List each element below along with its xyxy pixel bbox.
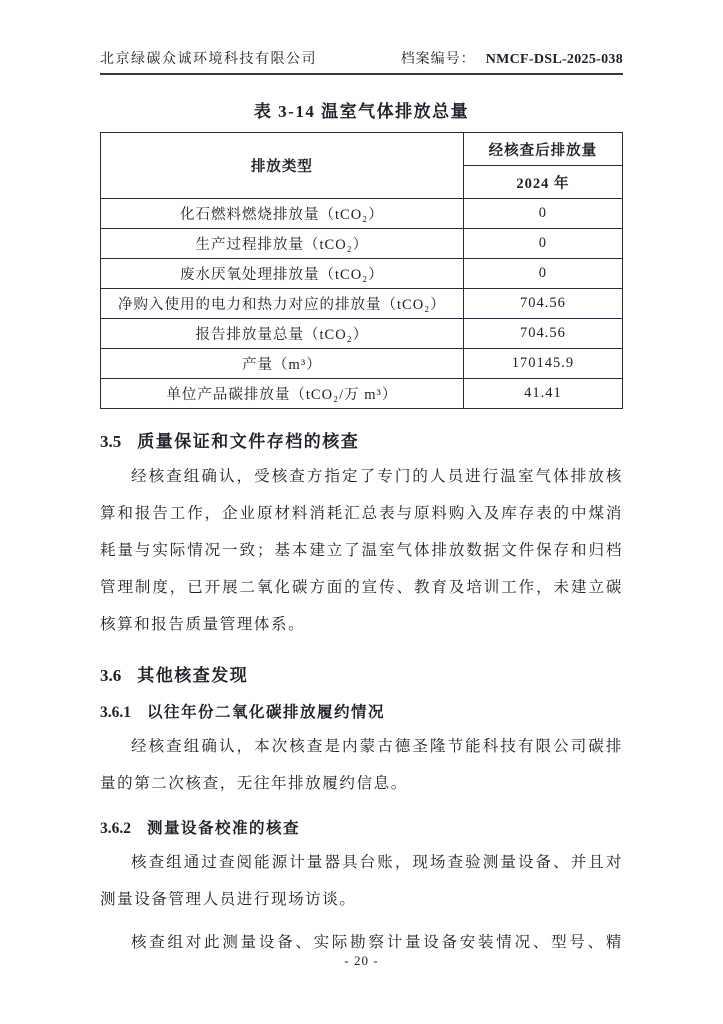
section-number: 3.5 [100, 432, 122, 451]
section-heading-3-6 [100, 661, 623, 686]
emission-type-cell: 报告排放量总量（tCO₂） [101, 319, 464, 349]
emission-type-cell: 单位产品碳排放量（tCO₂/万 m³） [101, 379, 464, 409]
company-name: 北京绿碳众诚环境科技有限公司 [100, 52, 317, 67]
emission-value-cell: 0 [463, 199, 622, 229]
emission-type-cell: 废水厌氧处理排放量（tCO₂） [101, 259, 464, 289]
document-header [100, 0, 623, 75]
emission-value-cell: 704.56 [463, 289, 622, 319]
table-title: 表 3-14 温室气体排放总量 [253, 102, 470, 121]
file-number-value: NMCF-DSL-2025-038 [485, 52, 623, 67]
emission-value-cell: 0 [463, 229, 622, 259]
table-row [101, 349, 623, 379]
section-title: 质量保证和文件存档的核查 [137, 432, 360, 451]
table-row [101, 289, 623, 319]
table-header-row [101, 133, 623, 166]
section-number: 3.6.1 [100, 704, 131, 721]
section-3-6-2-paragraph-1: 核查组通过查阅能源计量器具台账，现场查验测量设备、并且对测量设备管理人员进行现场访谈。 [100, 854, 623, 908]
column-header-type: 排放类型 [101, 133, 464, 199]
column-header-verified-emissions: 经核查后排放量 [463, 133, 622, 166]
emission-type-cell: 净购入使用的电力和热力对应的排放量（tCO₂） [101, 289, 464, 319]
emission-value-cell: 41.41 [463, 379, 622, 409]
section-number: 3.6 [100, 666, 122, 685]
column-subheader-year: 2024 年 [463, 166, 622, 199]
emissions-table [100, 132, 623, 409]
emission-type-cell: 产量（m³） [101, 349, 464, 379]
table-row [101, 259, 623, 289]
section-title: 以往年份二氧化碳排放履约情况 [147, 704, 386, 721]
section-heading-3-6-2 [100, 816, 623, 838]
file-number-group [401, 48, 623, 68]
table-row [101, 199, 623, 229]
emission-value-cell: 0 [463, 259, 622, 289]
emission-type-cell: 生产过程排放量（tCO₂） [101, 229, 464, 259]
emission-type-cell: 化石燃料燃烧排放量（tCO₂） [101, 199, 464, 229]
section-3-6-1-paragraph: 经核查组确认，本次核查是内蒙古德圣隆节能科技有限公司碳排量的第二次核查，无往年排放履约信息。 [100, 738, 623, 792]
emission-value-cell: 704.56 [463, 319, 622, 349]
section-heading-3-6-1 [100, 700, 623, 722]
emission-value-cell: 170145.9 [463, 349, 622, 379]
section-title: 测量设备校准的核查 [147, 820, 301, 837]
table-row [101, 319, 623, 349]
table-row [101, 379, 623, 409]
section-3-5-paragraph: 经核查组确认，受核查方指定了专门的人员进行温室气体排放核算和报告工作，企业原材料消耗汇总表与原料购入及库存表的中煤消耗量与实际情况一致；基本建立了温室气体排放数据文件保存和归档管理制度，已开展二氧化碳方面的宣传、教育及培训工作，未建立碳核算和报告质量管理体系。 [100, 468, 623, 633]
section-title: 其他核查发现 [137, 666, 249, 685]
section-number: 3.6.2 [100, 820, 131, 837]
file-number-label: 档案编号： [400, 52, 476, 67]
table-row [101, 229, 623, 259]
section-3-6-2-paragraph-2: 核查组对此测量设备、实际勘察计量设备安装情况、型号、精 [131, 934, 623, 951]
section-heading-3-5 [100, 427, 623, 452]
page-number: - 20 - [344, 953, 379, 968]
page-content [100, 0, 623, 961]
